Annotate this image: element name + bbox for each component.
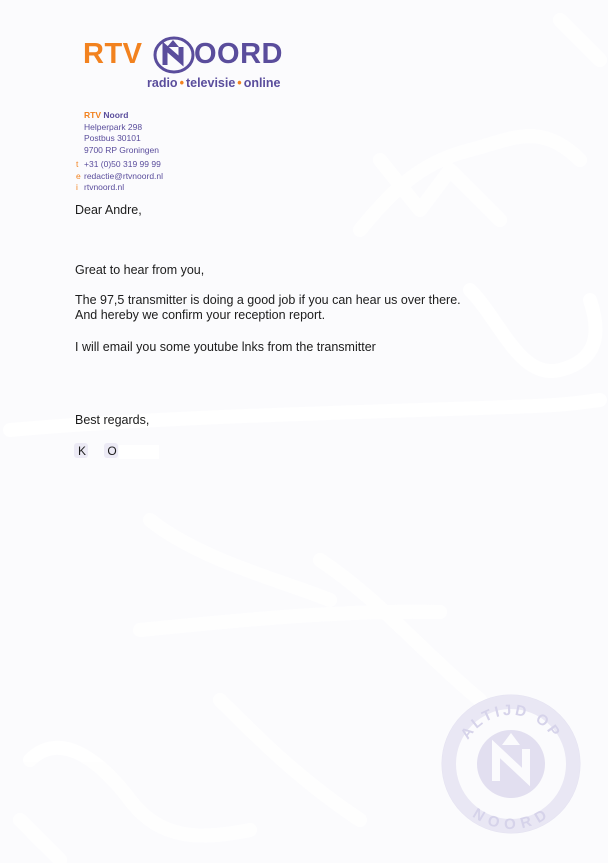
contact-phone xyxy=(76,159,163,171)
tagline-online: online xyxy=(243,76,281,90)
letter-signature xyxy=(75,443,159,459)
logo-tagline xyxy=(147,76,281,90)
letter-paragraph-2: I will email you some youtube lnks from the transmitter xyxy=(75,340,376,354)
contact-email-value: redactie@rtvnoord.nl xyxy=(84,170,164,181)
sender-city: 9700 RP Groningen xyxy=(84,144,159,155)
letter-paragraph-1-line-1: The 97,5 transmitter is doing a good job if you can hear us over there. xyxy=(75,293,461,307)
sender-name-noord: Noord xyxy=(101,110,129,120)
contact-email-key: e xyxy=(76,170,81,181)
altijd-op-noord-stamp xyxy=(440,693,582,835)
tagline-separator-1: • xyxy=(179,76,184,90)
tagline-separator-2: • xyxy=(237,76,242,90)
tagline-televisie: televisie xyxy=(185,76,236,90)
svg-text:NOORD xyxy=(470,805,553,833)
sender-address xyxy=(84,110,159,156)
signature-redaction xyxy=(119,445,159,459)
sender-postbox: Postbus 30101 xyxy=(84,133,141,143)
logo-oord-text: OORD xyxy=(194,38,283,70)
letter-closing: Best regards, xyxy=(75,413,150,427)
rtv-noord-logo xyxy=(83,35,283,95)
contact-email xyxy=(76,171,163,183)
stamp-bottom-text: NOORD xyxy=(469,805,553,834)
sender-contacts xyxy=(76,159,163,194)
logo-n-arrow-icon xyxy=(153,36,195,74)
sender-name-rtv: RTV xyxy=(84,110,101,120)
letter-paragraph-1-line-2: And hereby we confirm your reception report. xyxy=(75,308,326,322)
contact-phone-key: t xyxy=(76,159,79,169)
stamp-ring-text: ALTIJD OP xyxy=(457,701,565,743)
logo-rtv-text: RTV xyxy=(83,38,143,70)
sender-name xyxy=(84,110,159,122)
sender-street: Helperpark 298 xyxy=(84,121,143,132)
letter-salutation: Dear Andre, xyxy=(75,203,142,217)
signature-initial-1: K xyxy=(75,443,89,459)
contact-website-value: rtvnoord.nl xyxy=(84,182,125,192)
contact-phone-value: +31 (0)50 319 99 99 xyxy=(84,159,161,169)
contact-website-key: i xyxy=(76,182,78,192)
letter-greeting: Great to hear from you, xyxy=(75,263,205,277)
signature-initial-2: O xyxy=(105,443,119,459)
contact-website xyxy=(76,182,163,194)
tagline-radio: radio xyxy=(147,76,178,90)
